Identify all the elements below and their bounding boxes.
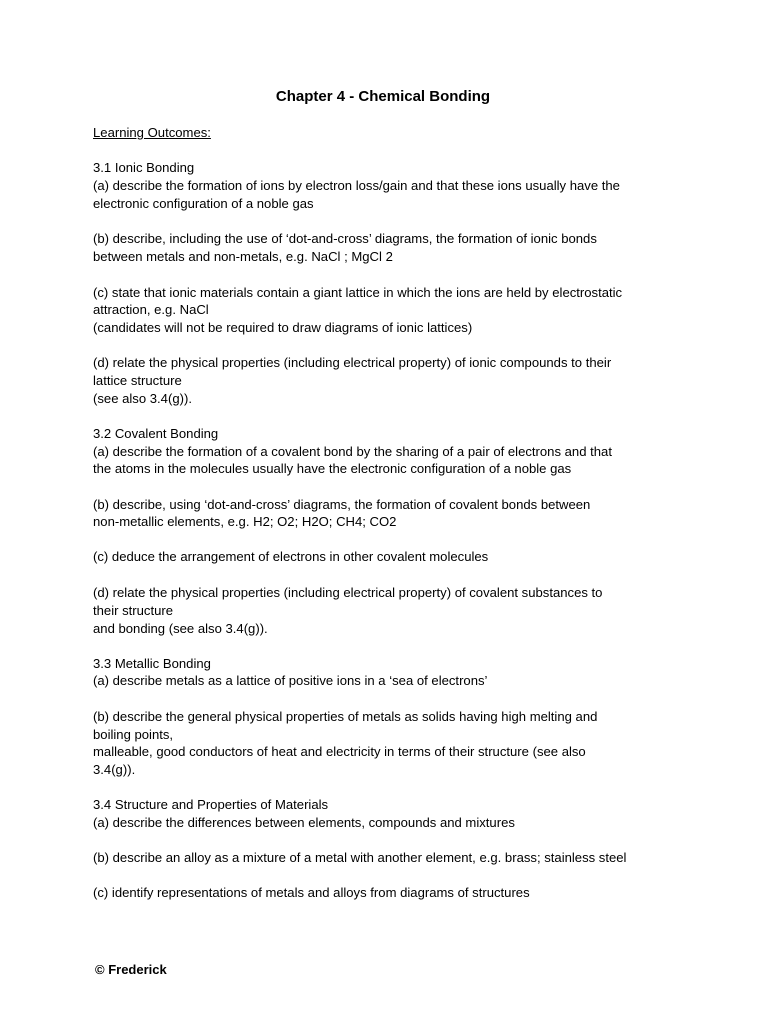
text-line: (b) describe the general physical properties of metals as solids having high melting and <box>93 709 598 724</box>
text-line: (c) state that ionic materials contain a giant lattice in which the ions are held by electrostatic <box>93 285 623 300</box>
text-line: attraction, e.g. NaCl <box>93 302 209 317</box>
text-line: (candidates will not be required to draw diagrams of ionic lattices) <box>93 320 473 335</box>
learning-outcomes-heading: Learning Outcomes: <box>93 125 211 140</box>
text-line: 3.4(g)). <box>93 762 136 777</box>
text-line: between metals and non-metals, e.g. NaCl ; MgCl 2 <box>93 249 393 264</box>
text-line: (b) describe an alloy as a mixture of a metal with another element, e.g. brass; stainless steel <box>93 850 627 865</box>
text-line: (a) describe the formation of ions by electron loss/gain and that these ions usually have the <box>93 178 620 193</box>
text-line: the atoms in the molecules usually have the electronic configuration of a noble gas <box>93 461 572 476</box>
text-line: (see also 3.4(g)). <box>93 391 192 406</box>
section-heading-ionic-bonding: 3.1 Ionic Bonding <box>93 160 195 175</box>
text-line: malleable, good conductors of heat and electricity in terms of their structure (see also <box>93 744 586 759</box>
section-heading-metallic-bonding: 3.3 Metallic Bonding <box>93 656 211 671</box>
text-line: (d) relate the physical properties (including electrical property) of ionic compounds to their <box>93 355 612 370</box>
text-line: and bonding (see also 3.4(g)). <box>93 621 268 636</box>
text-line: boiling points, <box>93 727 174 742</box>
copyright-footer: © Frederick <box>95 962 167 977</box>
text-line: (c) identify representations of metals and alloys from diagrams of structures <box>93 885 530 900</box>
text-line: their structure <box>93 603 174 618</box>
text-line: lattice structure <box>93 373 182 388</box>
page-title: Chapter 4 - Chemical Bonding <box>275 88 491 105</box>
text-line: (a) describe the differences between elements, compounds and mixtures <box>93 815 515 830</box>
text-line: (d) relate the physical properties (including electrical property) of covalent substances to <box>93 585 603 600</box>
text-line: (a) describe the formation of a covalent bond by the sharing of a pair of electrons and that <box>93 444 612 459</box>
text-line: (c) deduce the arrangement of electrons in other covalent molecules <box>93 549 489 564</box>
text-line: electronic configuration of a noble gas <box>93 196 314 211</box>
section-heading-covalent-bonding: 3.2 Covalent Bonding <box>93 426 219 441</box>
text-line: non-metallic elements, e.g. H2; O2; H2O; CH4; CO2 <box>93 514 397 529</box>
text-line: (b) describe, using ‘dot-and-cross’ diagrams, the formation of covalent bonds between <box>93 497 591 512</box>
text-line: (a) describe metals as a lattice of positive ions in a ‘sea of electrons’ <box>93 673 488 688</box>
text-line: (b) describe, including the use of ‘dot-and-cross’ diagrams, the formation of ionic bonds <box>93 231 597 246</box>
section-heading-structure-properties: 3.4 Structure and Properties of Materials <box>93 797 329 812</box>
